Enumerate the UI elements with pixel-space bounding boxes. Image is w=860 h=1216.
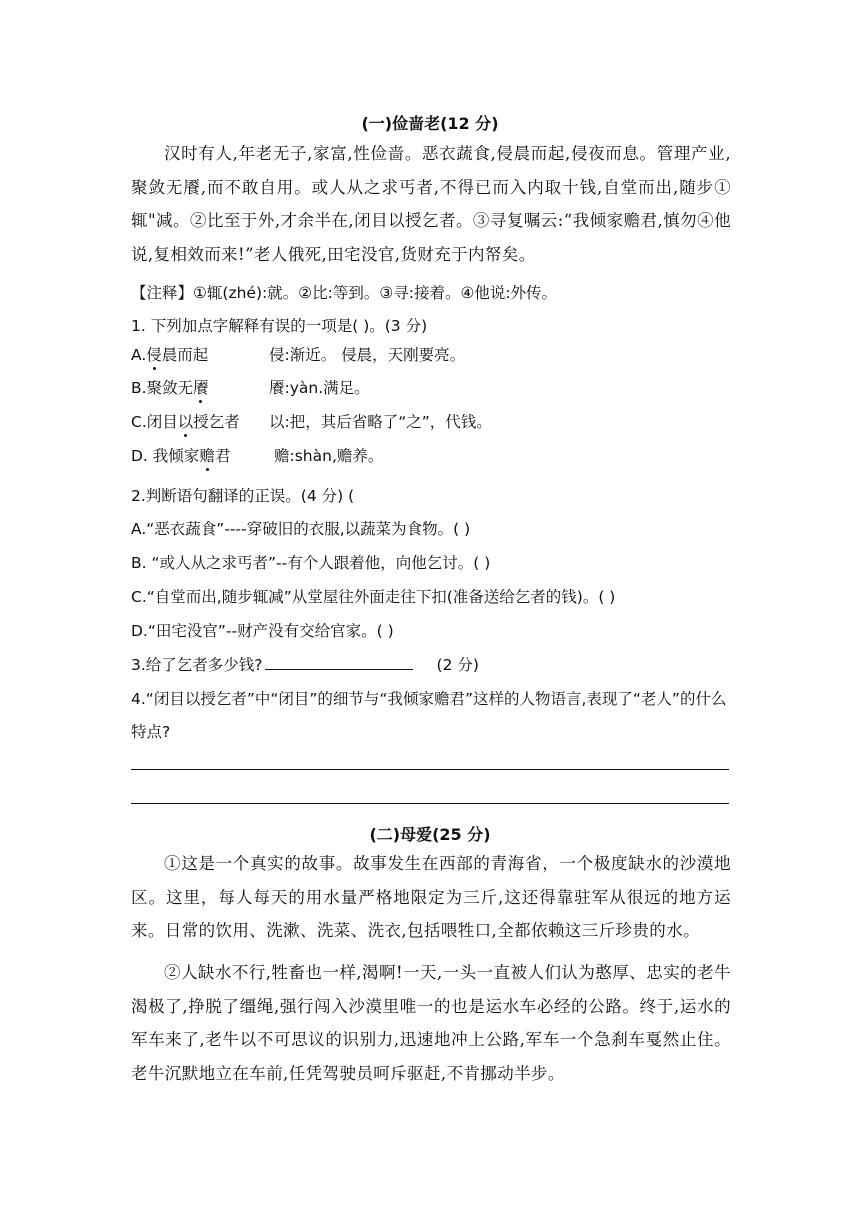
q1-stem: 1. 下列加点字解释有误的一项是( )。(3 分) bbox=[131, 317, 428, 335]
option-explain: 餍:yàn.满足。 bbox=[269, 379, 370, 397]
q1-option-b bbox=[131, 376, 731, 398]
q3-score: (2 分) bbox=[436, 656, 479, 674]
option-term bbox=[131, 410, 269, 432]
section2-paragraph-1: ①这是一个真实的故事。故事发生在西部的青海省，一个极度缺水的沙漠地区。这里，每人每天的用水量严格地限定为三斤,这还得靠驻军从很远的地方运来。日常的饮用、洗漱、洗菜、洗衣,包括喂牲口,全都依赖这三斤珍贵的水。 bbox=[131, 854, 731, 940]
section1-note: 【注释】①辄(zhé):就。②比:等到。③寻:接着。④他说:外传。 bbox=[131, 284, 558, 302]
option-explain: 赡:shàn,赡养。 bbox=[274, 447, 384, 465]
option-label: D. bbox=[131, 447, 148, 465]
q1-option-c bbox=[131, 410, 731, 432]
option-term bbox=[131, 444, 274, 466]
q2-stem: 2.判断语句翻译的正误。(4 分) ( bbox=[131, 487, 355, 505]
option-explain: 以:把，其后省略了“之”，代钱。 bbox=[269, 413, 492, 431]
term-rest: 君 bbox=[214, 447, 231, 465]
option-term bbox=[131, 376, 269, 398]
q1-option-a bbox=[131, 343, 731, 365]
q2-item-d: D.“田宅没官”--财产没有交给官家。( ) bbox=[131, 622, 394, 640]
q2-item-a: A.“恶衣蔬食”----穿破旧的衣服,以蔬菜为食物。( ) bbox=[131, 520, 471, 538]
q3-stem: 3.给了乞者多少钱? bbox=[131, 656, 263, 674]
q2-item-c: C.“自堂而出,随步辄减”从堂屋往外面走往下扣(准备送给乞者的钱)。( ) bbox=[131, 588, 616, 606]
term-rest: 晨而起 bbox=[161, 346, 209, 364]
q1-option-d bbox=[131, 444, 731, 466]
term-pre: 我倾家 bbox=[147, 447, 200, 465]
q4-stem: 4.“闭目以授乞者”中“闭目”的细节与“我倾家赡君”这样的人物语言,表现了“老人”的什么特点? bbox=[131, 690, 727, 741]
answer-line-2[interactable] bbox=[131, 803, 729, 804]
option-label: C. bbox=[131, 413, 147, 431]
section2-paragraph-2: ②人缺水不行,牲畜也一样,渴啊!一天,一头一直被人们认为憨厚、忠实的老牛渴极了,挣脱了缰绳,强行闯入沙漠里唯一的也是运水车必经的公路。终于,运水的军车来了,老牛以不可思议的识别力,迅速地冲上公路,军车一个急刹车戛然止住。老牛沉默地立在车前,任凭驾驶员呵斥驱赶,不肯挪动半步。 bbox=[131, 963, 731, 1083]
dotted-char: 以 bbox=[177, 413, 194, 431]
dotted-char: 赡 bbox=[199, 447, 215, 465]
option-term bbox=[131, 343, 269, 365]
answer-line-1[interactable] bbox=[131, 769, 729, 770]
q3-line bbox=[131, 653, 731, 675]
dotted-char: 侵 bbox=[146, 346, 162, 364]
dotted-char: 餍 bbox=[193, 379, 209, 397]
q2-item-b: B. “或人从之求丐者”--有个人跟着他，向他乞讨。( ) bbox=[131, 554, 491, 572]
option-label: A. bbox=[131, 346, 147, 364]
term-pre: 聚敛无 bbox=[146, 379, 194, 397]
section1-title: (一)俭啬老(12 分) bbox=[361, 114, 499, 133]
answer-blank[interactable] bbox=[265, 655, 413, 670]
term-rest: 授乞者 bbox=[193, 413, 240, 431]
section1-passage: 汉时有人,年老无子,家富,性俭啬。恶衣蔬食,侵晨而起,侵夜而息。管理产业,聚敛无餍,而不敢自用。或人从之求丐者,不得已而入内取十钱,自堂而出,随步①辄"减。②比至于外,才余半在,闭目以授乞者。③寻复嘱云:“我倾家赡君,慎勿④他说,复相效而来!”老人俄死,田宅没官,货财充于内帑矣。 bbox=[131, 144, 731, 264]
option-label: B. bbox=[131, 379, 147, 397]
term-pre: 闭目 bbox=[146, 413, 178, 431]
option-explain: 侵:渐近。 侵晨，天刚要亮。 bbox=[269, 346, 466, 364]
section2-title: (二)母爱(25 分) bbox=[369, 825, 491, 844]
